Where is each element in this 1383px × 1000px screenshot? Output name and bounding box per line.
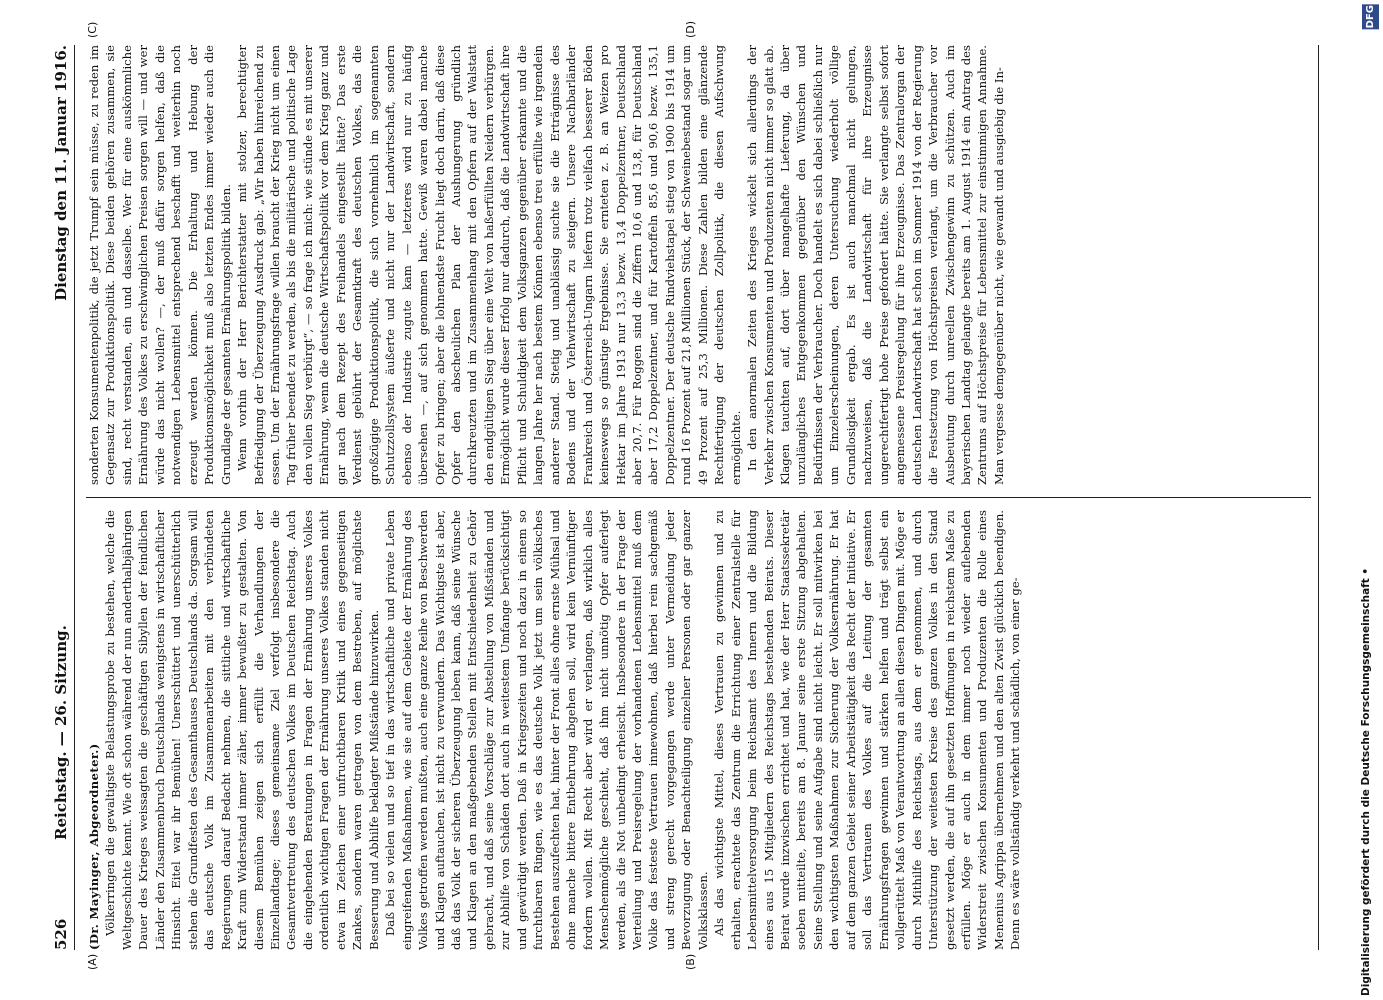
right-column bbox=[86, 45, 1311, 485]
bottom-rule bbox=[1318, 45, 1319, 950]
credit-text: Digitalisierung gefördert durch die Deutsche Forschungsgemeinschaft • bbox=[1360, 567, 1372, 996]
left-column bbox=[86, 510, 1311, 950]
left-paragraph-3: Als das wichtigste Mittel, dieses Vertrauen zu gewinnen und zu erhalten, erachtete das Zentrum die Errichtung einer Zentralstelle für Lebensmittelversorgung beim Reichsamt des Innern und die Bildung eines aus 15 Mitgliedern des Reichstags bestehenden Beirats. Dieser Beirat wurde inzwischen errichtet und hat, wie der Herr Staatssekretär soeben mitteilte, bereits am 8. Januar seine erste Sitzung abgehalten. Seine Stellung und seine Aufgabe sind nicht leicht. Er soll mitwirken bei den wichtigsten Maßnahmen zur Sicherung der Volksernährung. Er hat auf dem ganzen Gebiet seiner Arbeitstätigkeit das Recht der Initiative. Er soll das Vertrauen des Volkes auf die Leitung der gesamten Ernährungsfragen gewinnen und stärken helfen und trägt selbst ein vollgerüttelt Maß von Verantwortung an allen diesen Dingen mit. Möge er durch Mithilfe des Reichstags, aus dem er genommen, und durch Unterstützung der weitesten Kreise des ganzen Volkes in den Stand gesetzt werden, die auf ihn gesetzten Hoffnungen in reichstem Maße zu erfüllen. Möge er auch in dem immer noch wieder auflebenden Widerstreit zwischen Konsumenten und Produzenten die Rolle eines Menenius Agrippa übernehmen und den alten Zwist glücklich beendigen. Denn es wäre vollständig verkehrt und schädlich, von einer ge- bbox=[712, 510, 1023, 950]
margin-marker-d: (D) bbox=[684, 20, 697, 38]
digitization-credit bbox=[1355, 6, 1377, 996]
margin-marker-b: (B) bbox=[684, 953, 697, 970]
column-divider bbox=[86, 497, 1311, 498]
speaker-label: (Dr. Mayinger, Abgeordneter.) bbox=[87, 743, 101, 950]
page-content bbox=[52, 20, 1342, 970]
margin-marker-c: (C) bbox=[86, 21, 99, 38]
session-title: Reichstag. — 26. Sitzung. bbox=[52, 625, 70, 840]
margin-marker-a: (A) bbox=[86, 953, 99, 970]
dfg-logo-badge: DFG bbox=[1362, 4, 1379, 29]
page-number: 526 bbox=[52, 918, 70, 950]
session-date: Dienstag den 11. Januar 1916. bbox=[52, 45, 70, 301]
right-paragraph-2: Wenn vorhin der Herr Berichterstatter mit stolzer, berechtigter Befriedigung der Überzeugung Ausdruck gab: „Wir haben hinreichend zu essen. Um der Ernährungsfrage willen braucht der Krieg nicht um einen Tag früher beendet zu werden, als bis die militärische und politische Lage den vollen Sieg verbürgt“, — so frage ich mich: wie stünde es mit unserer Ernährung, wenn die deutsche Wirtschaftspolitik vor dem Krieg ganz und gar nach dem Rezept des Freihandels eingestellt hätte? Das erste Verdienst gebührt der Gesamtkraft des deutschen Volkes, das die großzügige Produktionspolitik, die sich vornehmlich im sogenannten Schutzzollsystem äußerte und nicht nur der Landwirtschaft, sondern ebenso der Industrie zugute kam — letzteres wird nur zu häufig übersehen —, auf sich genommen hatte. Gewiß waren dabei manche Opfer zu bringen; aber die lohnendste Frucht liegt doch darin, daß diese Opfer den abscheulichen Plan der Aushungerung gründlich durchkreuzten und im Zusammenhang mit den Opfern auf der Walstatt den endgültigen Sieg über eine Welt von haßerfüllten Neidern verbürgen. Ermöglicht wurde dieser Erfolg nur dadurch, daß die Landwirtschaft ihre Pflicht und Schuldigkeit dem Volksganzen gegenüber erkannte und die langen Jahre her nach bestem Können ebenso treu erfüllte wie irgendein anderer Stand. Stetig und unablässig suchte sie die Erträgnisse des Bodens und der Viehwirtschaft zu steigern. Unsere Nachbarländer Frankreich und Österreich-Ungarn liefern trotz vielfach besserer Böden keineswegs so günstige Ergebnisse. Sie ernteten z. B. an Weizen pro Hektar im Jahre 1913 nur 13,3 bezw. 13,4 Doppelzentner, Deutschland aber 20,7. Für Roggen sind die Ziffern 10,6 und 13,8, für Deutschland aber 17,2 Doppelzentner, und für Kartoffeln 85,6 und 90,6 bezw. 135,1 Doppelzentner. Der deutsche Rindviehstapel stieg von 1900 bis 1914 um rund 16 Prozent auf 21,8 Millionen Stück, der Schweinebestand sogar um 49 Prozent auf 25,3 Millionen. Diese Zahlen bilden eine glänzende Rechtfertigung der deutschen Zollpolitik, die diesen Aufschwung ermöglichte. bbox=[235, 45, 743, 485]
right-paragraph-1: sonderten Konsumentenpolitik, die jetzt Trumpf sein müsse, zu reden im Gegensatz zur Produktionspolitik. Diese beiden gehören zusammen, sie sind, recht verstanden, ein und dasselbe. Wer für eine auskömmliche Ernährung des Volkes zu erschwinglichen Preisen sorgen will — und wer würde das nicht wollen? —, der muß dafür sorgen helfen, daß die notwendigen Lebensmittel entsprechend beschafft und weiterhin noch erzeugt werden können. Die Erhaltung und Hebung der Produktionsmöglichkeit muß also letzten Endes immer wieder auch die Grundlage der gesamten Ernährungspolitik bilden. bbox=[87, 45, 233, 485]
left-paragraph-2: Daß bei so vielen und so tief in das wirtschaftliche und private Leben eingreifenden Maßnahmen, wie sie auf dem Gebiete der Ernährung des Volkes getroffen werden mußten, auch eine ganze Reihe von Beschwerden und Klagen auftauchen, ist nicht zu verwundern. Das Wichtigste ist aber, daß das Volk der sicheren Überzeugung leben kann, daß seine Wünsche und Klagen an den maßgebenden Stellen mit Entschiedenheit zu Gehör gebracht, und daß seine Vorschläge zur Abstellung von Mißständen und zur Abhilfe von Schäden dort auch in weitestem Umfange berücksichtigt und gewürdigt werden. Daß in Kriegszeiten und noch dazu in einem so furchtbaren Ringen, wie es das deutsche Volk jetzt um sein völkisches Bestehen auszufechten hat, hinter der Front alles ohne ernste Mühsal und ohne manche bittere Entbehrung abgehen soll, wird kein Vernünftiger fordern wollen. Mit Recht aber wird er verlangen, daß wirklich alles Menschenmögliche geschieht, daß ihm nicht unnötig Opfer auferlegt werden, als die Not unbedingt erheischt. Insbesondere in der Frage der Verteilung und Preisregelung der vorhandenen Lebensmittel muß dem Volke das festeste Vertrauen innewohnen, daß hierbei rein sachgemäß und streng gerecht vorgegangen werde unter Vermeidung jeder Bevorzugung oder Benachteiligung einzelner Personen oder gar ganzer Volksklassen. bbox=[383, 510, 710, 950]
running-head bbox=[52, 45, 75, 950]
right-paragraph-3: In den anormalen Zeiten des Krieges wickelt sich allerdings der Verkehr zwischen Konsumenten und Produzenten nicht immer so glatt ab. Klagen tauchten auf, dort über mangelhafte Lieferung, da über unzulängliches Entgegenkommen gegenüber den Wünschen und Bedürfnissen der Verbraucher. Doch handelt es sich dabei schließlich nur um Einzelerscheinungen, deren Untersuchung wiederholt völlige Grundlosigkeit ergab. Es ist auch manchmal nicht gelungen, nachzuweisen, daß die Landwirtschaft für ihre Erzeugnisse ungerechtfertigt hohe Preise gefordert hätte. Sie verlangte selbst sofort angemessene Preisregelung für ihre Erzeugnisse. Das Zentralorgan der deutschen Landwirtschaft hat schon im Sommer 1914 von der Regierung die Festsetzung von Höchstpreisen verlangt, um die Verbraucher vor Ausbeutung durch unreellen Zwischengewinn zu schützen. Auch im bayerischen Landtag gelangte bereits am 1. August 1914 ein Antrag des Zentrums auf Höchstpreise für Lebensmittel zur einstimmigen Annahme. Man vergesse demgegenüber nicht, wie gewandt und ausgiebig die In- bbox=[745, 45, 1006, 485]
left-paragraph-1: Völkerringen die gewaltigste Belastungsprobe zu bestehen, welche die Weltgeschichte kennt. Wie oft schon während der nun anderthalbjährigen Dauer des Krieges weissagten die geschäftigen Sibyllen der feindlichen Länder den Zusammenbruch Deutschlands wenigstens in wirtschaftlicher Hinsicht. Eitel war ihr Bemühen! Unerschüttert und unerschütterlich stehen die Grundfesten des Gesamthauses Deutschlands da. Sorgsam will das deutsche Volk im Zusammenarbeiten mit den verbündeten Regierungen darauf Bedacht nehmen, die sittliche und wirtschaftliche Kraft zum Widerstand immer zäher, immer bewußter zu gestalten. Von diesem Bemühen zeigen sich erfüllt die Verhandlungen der Einzellandtage; dieses gemeinsame Ziel verfolgt insbesondere die Gesamtvertretung des deutschen Volkes im Deutschen Reichstag. Auch die eingehenden Beratungen in Fragen der Ernährung unseres Volkes ordentlich wichtigen Fragen der Ernährung unseres Volkes standen nicht etwa im Zeichen einer unfruchtbaren Kritik und eines gegenseitigen Zankes, sondern waren getragen von dem Bestreben, auf möglichste Besserung und Abhilfe beklagter Mißstände hinzuwirken. bbox=[103, 510, 381, 950]
